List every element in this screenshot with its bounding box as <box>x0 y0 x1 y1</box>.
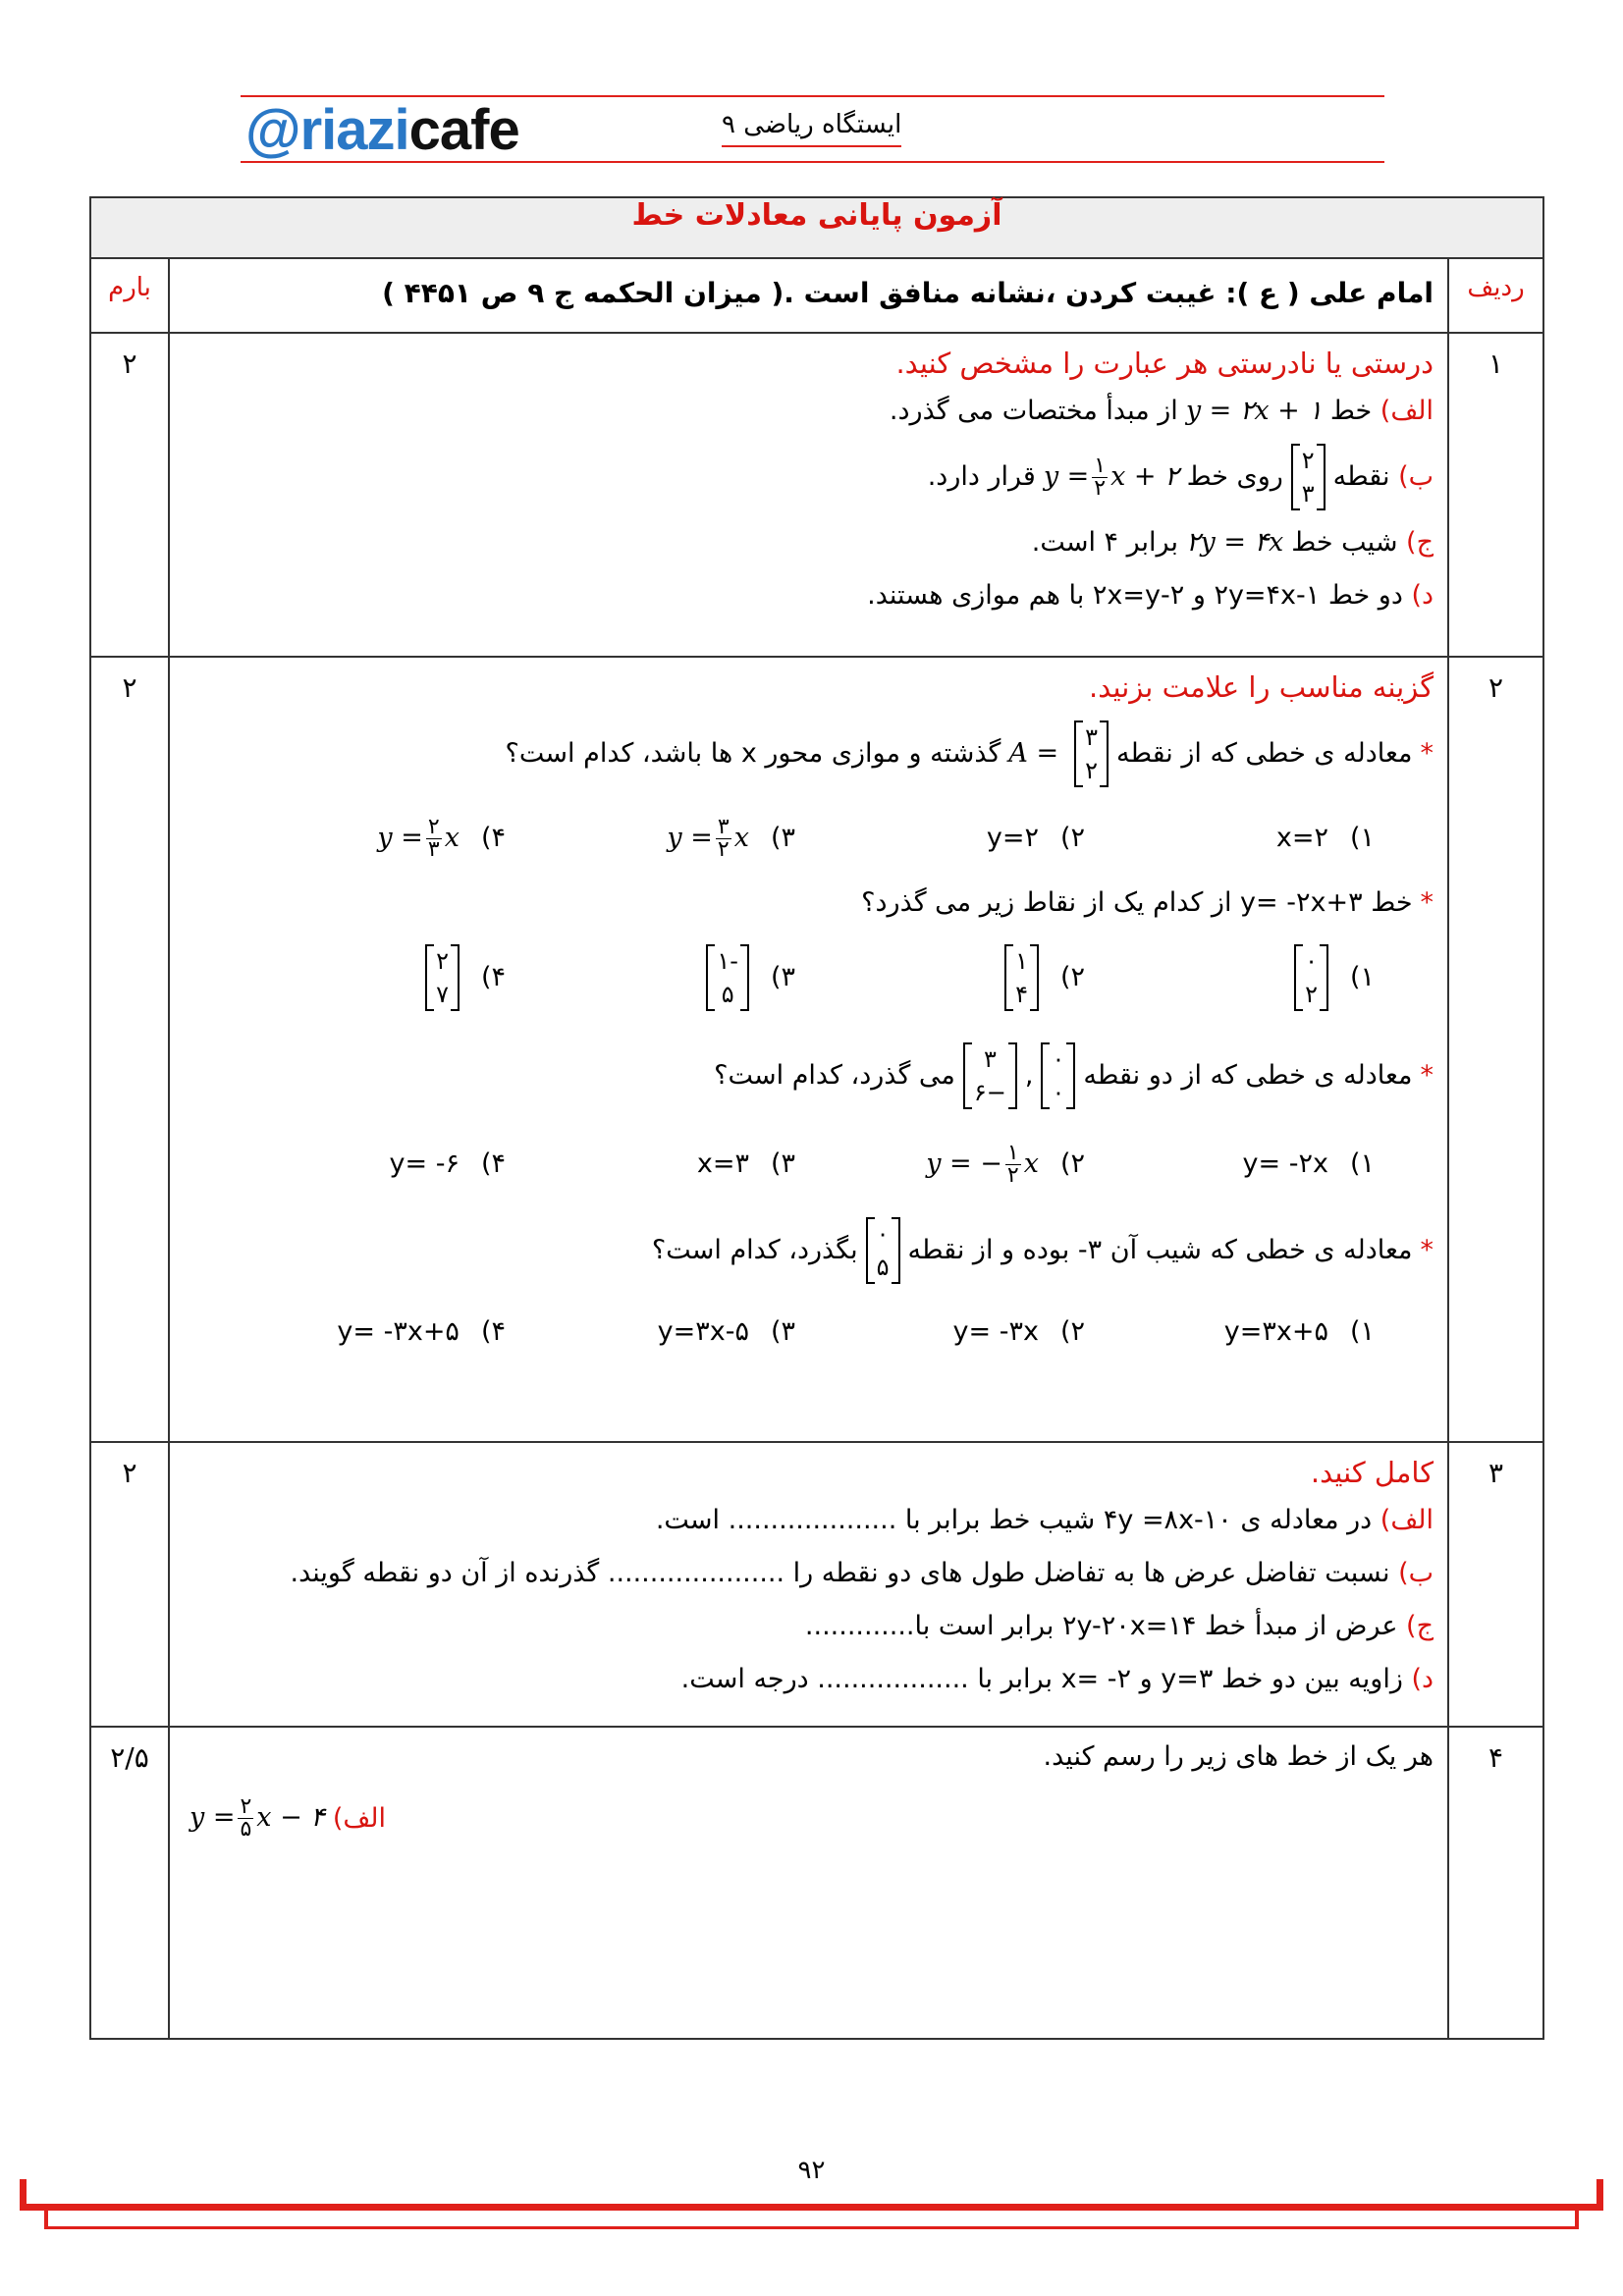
hadith-text: امام علی ( ع ): غیبت کردن ،نشانه منافق است .( میزان الحکمه ج ۹ ص ۴۴۵۱ ) <box>169 258 1448 333</box>
option[interactable]: ۲) y = − $\frac{۱}{۲}$ x <box>926 1140 1086 1188</box>
option[interactable]: ۱) y= -۲x <box>1242 1148 1376 1179</box>
q2-sub4-options <box>184 1298 1434 1366</box>
question-2-content <box>169 657 1448 1442</box>
q1-a-equation: y = ۲x + ۱ <box>1185 396 1323 426</box>
exam-header-row <box>90 258 1543 333</box>
option[interactable]: ۴) ۲ ۷ <box>216 944 506 1011</box>
question-3-row <box>90 1442 1543 1727</box>
option[interactable]: ۴) y = $\frac{۲}{۳}$ x <box>377 814 507 862</box>
question-3-number: ۳ <box>1448 1442 1543 1727</box>
exam-title-row <box>90 197 1543 258</box>
q2-s3-point-1: ۰ ۰ <box>1041 1042 1075 1109</box>
q1-c-equation: ۲y = ۴x <box>1185 527 1284 558</box>
header-title: ایستگاه ریاضی ۹ <box>722 110 901 147</box>
question-1-row <box>90 333 1543 657</box>
q2-sub3-options <box>184 1125 1434 1203</box>
q3-instruction: کامل کنید. <box>1310 1456 1434 1489</box>
q3-item-b: ب) نسبت تفاضل عرض ها به تفاضل طول های دو نقطه را ..................... گذرنده از آن دو نقطه گویند. <box>290 1558 1434 1588</box>
bullet-star-icon: * <box>1420 887 1434 918</box>
q1-item-a: الف) خط y = ۲x + ۱ از مبدأ مختصات می گذرد. <box>889 396 1434 426</box>
question-4-number: ۴ <box>1448 1727 1543 2039</box>
q2-sub2-question: * خط ۳+y= -۲x از کدام یک از نقاط زیر می گذرد؟ <box>861 887 1434 918</box>
q4-item-a: الف) y = $\frac{۲}{۵}$ x − ۴ <box>189 1794 387 1842</box>
option[interactable]: ۱) ۰ ۲ <box>1085 944 1375 1011</box>
q2-sub1-options <box>184 799 1434 878</box>
question-1-score: ۲ <box>90 333 169 657</box>
question-1-number: ۱ <box>1448 333 1543 657</box>
footer-bar-top <box>20 2204 1603 2211</box>
q1-item-b: ب) نقطه ۲ ۳ روی خط y = $\frac{۱}{۲}$ x + ۲ قرار دارد. <box>184 438 1434 516</box>
question-2-score: ۲ <box>90 657 169 1442</box>
option[interactable]: ۳) y = $\frac{۳}{۲}$ x <box>667 814 796 862</box>
option[interactable]: ۴) y= -۶ <box>389 1148 507 1179</box>
q2-instruction: گزینه مناسب را علامت بزنید. <box>1089 670 1434 704</box>
option[interactable]: ۴) y= -۳x+۵ <box>337 1316 507 1347</box>
question-3-score: ۲ <box>90 1442 169 1727</box>
option[interactable]: ۳) x=۳ <box>696 1148 796 1179</box>
bullet-star-icon: * <box>1420 738 1434 769</box>
option[interactable]: ۳) ۱- ۵ <box>506 944 795 1011</box>
exam-table <box>89 196 1544 2040</box>
q2-s4-point: ۰ ۵ <box>866 1217 900 1284</box>
question-3-content <box>169 1442 1448 1727</box>
q2-sub1-question: * معادله ی خطی که از نقطه ۳ ۲ A = گذشته و موازی محور x ها باشد، کدام است؟ <box>184 709 1434 799</box>
exam-title: آزمون پایانی معادلات خط <box>90 197 1543 258</box>
q2-sub4-question: * معادله ی خطی که شیب آن ۳- بوده و از نقطه ۰ ۵ بگذرد، کدام است؟ <box>184 1203 1434 1298</box>
option[interactable]: ۲) y= -۳x <box>952 1316 1086 1347</box>
footer-corner-left <box>20 2179 27 2211</box>
q2-s1-point: ۳ ۲ <box>1074 721 1109 787</box>
question-1-content <box>169 333 1448 657</box>
q4-instruction: هر یک از خط های زیر را رسم کنید. <box>1043 1741 1434 1772</box>
option[interactable]: ۱) x=۲ <box>1275 823 1376 853</box>
q3-item-d: د) زاویه بین دو خط ۳=y و ۲- =x برابر با .................. درجه است. <box>680 1664 1434 1694</box>
col-row-label: ردیف <box>1448 258 1543 333</box>
q3-item-c: ج) عرض از مبدأ خط ۱۴=۲y-۲۰x برابر است با............. <box>804 1611 1434 1641</box>
page-number: ۹۲ <box>797 2156 826 2185</box>
bullet-star-icon: * <box>1420 1235 1434 1265</box>
question-2-number: ۲ <box>1448 657 1543 1442</box>
bullet-star-icon: * <box>1420 1060 1434 1091</box>
footer-tick-left <box>44 2211 48 2229</box>
option[interactable]: ۲) ۱ ۴ <box>795 944 1085 1011</box>
q1-instruction: درستی یا نادرستی هر عبارت را مشخص کنید. <box>895 347 1434 380</box>
option[interactable]: ۳) y=۳x-۵ <box>657 1316 796 1347</box>
q3-item-a: الف) در معادله ی ۱۰-۴y =۸x شیب خط برابر با .................... است. <box>655 1505 1434 1535</box>
option[interactable]: ۲) y=۲ <box>986 823 1086 853</box>
header-top-rule <box>241 95 1384 97</box>
option[interactable]: ۱) y=۳x+۵ <box>1223 1316 1376 1347</box>
q1-b-equation: y = $\frac{۱}{۲}$ x + ۲ <box>1043 453 1179 501</box>
q4-a-equation: y = $\frac{۲}{۵}$ x − ۴ <box>189 1794 325 1842</box>
footer-corner-right <box>1596 2179 1603 2211</box>
site-logo: @riazicafe <box>245 98 519 162</box>
col-score-label: بارم <box>90 258 169 333</box>
footer-bar-bottom <box>47 2226 1576 2229</box>
question-4-score: ۲/۵ <box>90 1727 169 2039</box>
question-2-row <box>90 657 1543 1442</box>
question-4-content <box>169 1727 1448 2039</box>
q1-item-d: د) دو خط ۱-۲y=۴x و ۲-۲x=y با هم موازی هستند. <box>867 580 1434 611</box>
q1-b-point: ۲ ۳ <box>1291 444 1325 510</box>
footer-tick-right <box>1575 2211 1579 2229</box>
q2-sub3-question: * معادله ی خطی که از دو نقطه ۰ ۰ , ۳ ۶− می گذرد، کدام است؟ <box>184 1027 1434 1125</box>
question-4-row <box>90 1727 1543 2039</box>
q2-sub2-options <box>184 929 1434 1027</box>
q2-s3-point-2: ۳ ۶− <box>963 1042 1017 1109</box>
q1-item-c: ج) شیب خط ۲y = ۴x برابر ۴ است. <box>1031 527 1434 558</box>
